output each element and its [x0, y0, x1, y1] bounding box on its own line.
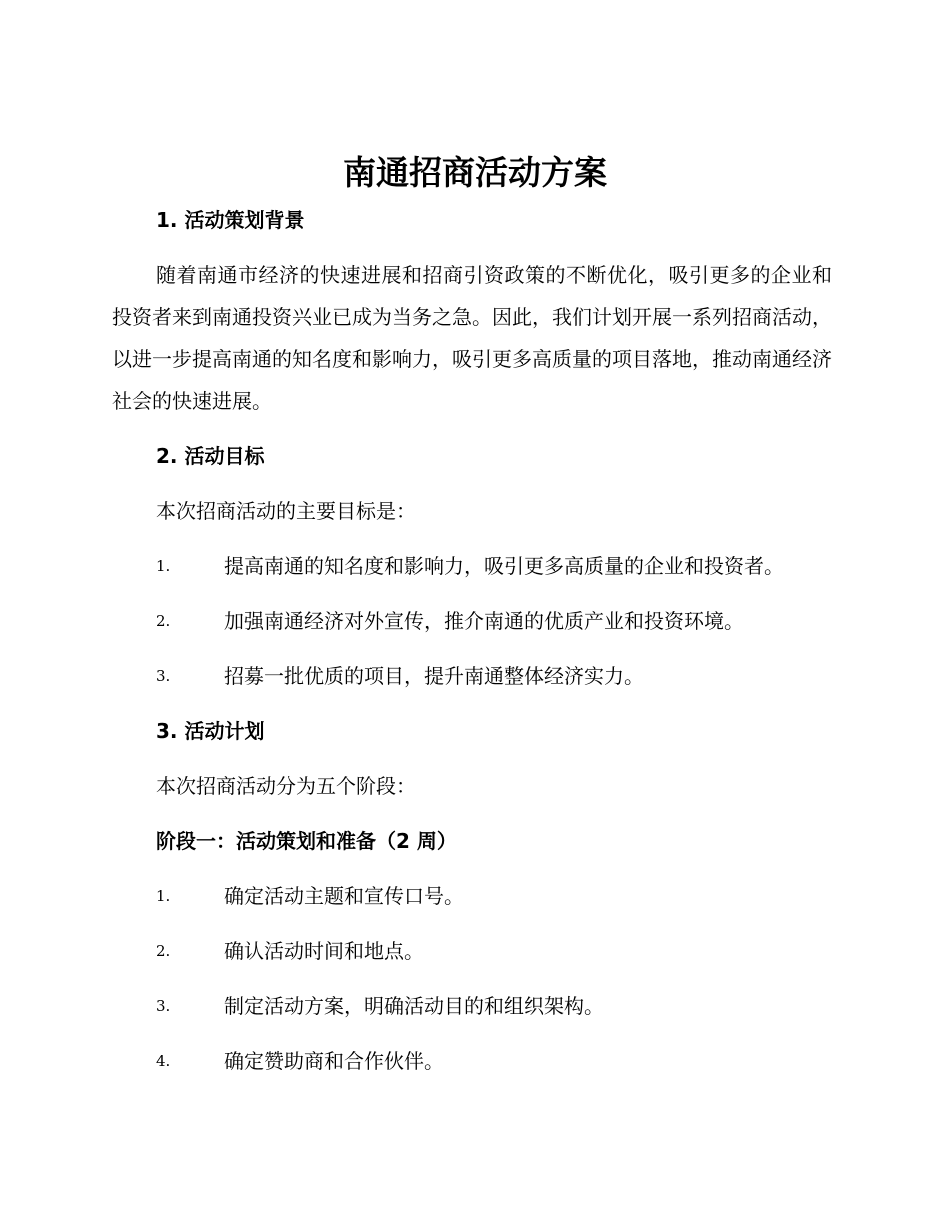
list-item — [156, 937, 836, 965]
list-item-number: 2. — [156, 612, 171, 630]
list-item-text: 制定活动方案，明确活动目的和组织架构。 — [224, 994, 604, 1018]
list-item — [156, 1047, 836, 1075]
phase-one-heading: 阶段一：活动策划和准备（2 周） — [156, 829, 457, 853]
list-item-text: 确定活动主题和宣传口号。 — [224, 884, 464, 908]
section-heading-background: 1. 活动策划背景 — [156, 208, 305, 232]
list-item — [156, 552, 836, 580]
list-item — [156, 882, 836, 910]
background-paragraph: 随着南通市经济的快速进展和招商引资政策的不断优化，吸引更多的企业和投资者来到南通投资兴业已成为当务之急。因此，我们计划开展一系列招商活动，以进一步提高南通的知名度和影响力，吸引更多高质量的项目落地，推动南通经济社会的快速进展。 — [112, 263, 832, 413]
list-item-text: 确定赞助商和合作伙伴。 — [224, 1049, 444, 1073]
list-item — [156, 607, 836, 635]
section-heading-plan: 3. 活动计划 — [156, 719, 265, 743]
list-item-text: 招募一批优质的项目，提升南通整体经济实力。 — [224, 664, 644, 688]
section-heading-goals: 2. 活动目标 — [156, 444, 265, 468]
list-item-number: 2. — [156, 942, 171, 960]
list-item-number: 3. — [156, 667, 171, 685]
list-item-number: 1. — [156, 887, 171, 905]
list-item-text: 确认活动时间和地点。 — [224, 939, 424, 963]
list-item — [156, 992, 836, 1020]
list-item-number: 3. — [156, 997, 171, 1015]
list-item-text: 加强南通经济对外宣传，推介南通的优质产业和投资环境。 — [224, 609, 744, 633]
list-item-text: 提高南通的知名度和影响力，吸引更多高质量的企业和投资者。 — [224, 554, 784, 578]
list-item-number: 4. — [156, 1052, 171, 1070]
list-item — [156, 662, 836, 690]
list-item-number: 1. — [156, 557, 171, 575]
goals-intro: 本次招商活动的主要目标是： — [156, 499, 416, 523]
plan-intro: 本次招商活动分为五个阶段： — [156, 774, 416, 798]
document-title: 南通招商活动方案 — [343, 153, 607, 192]
